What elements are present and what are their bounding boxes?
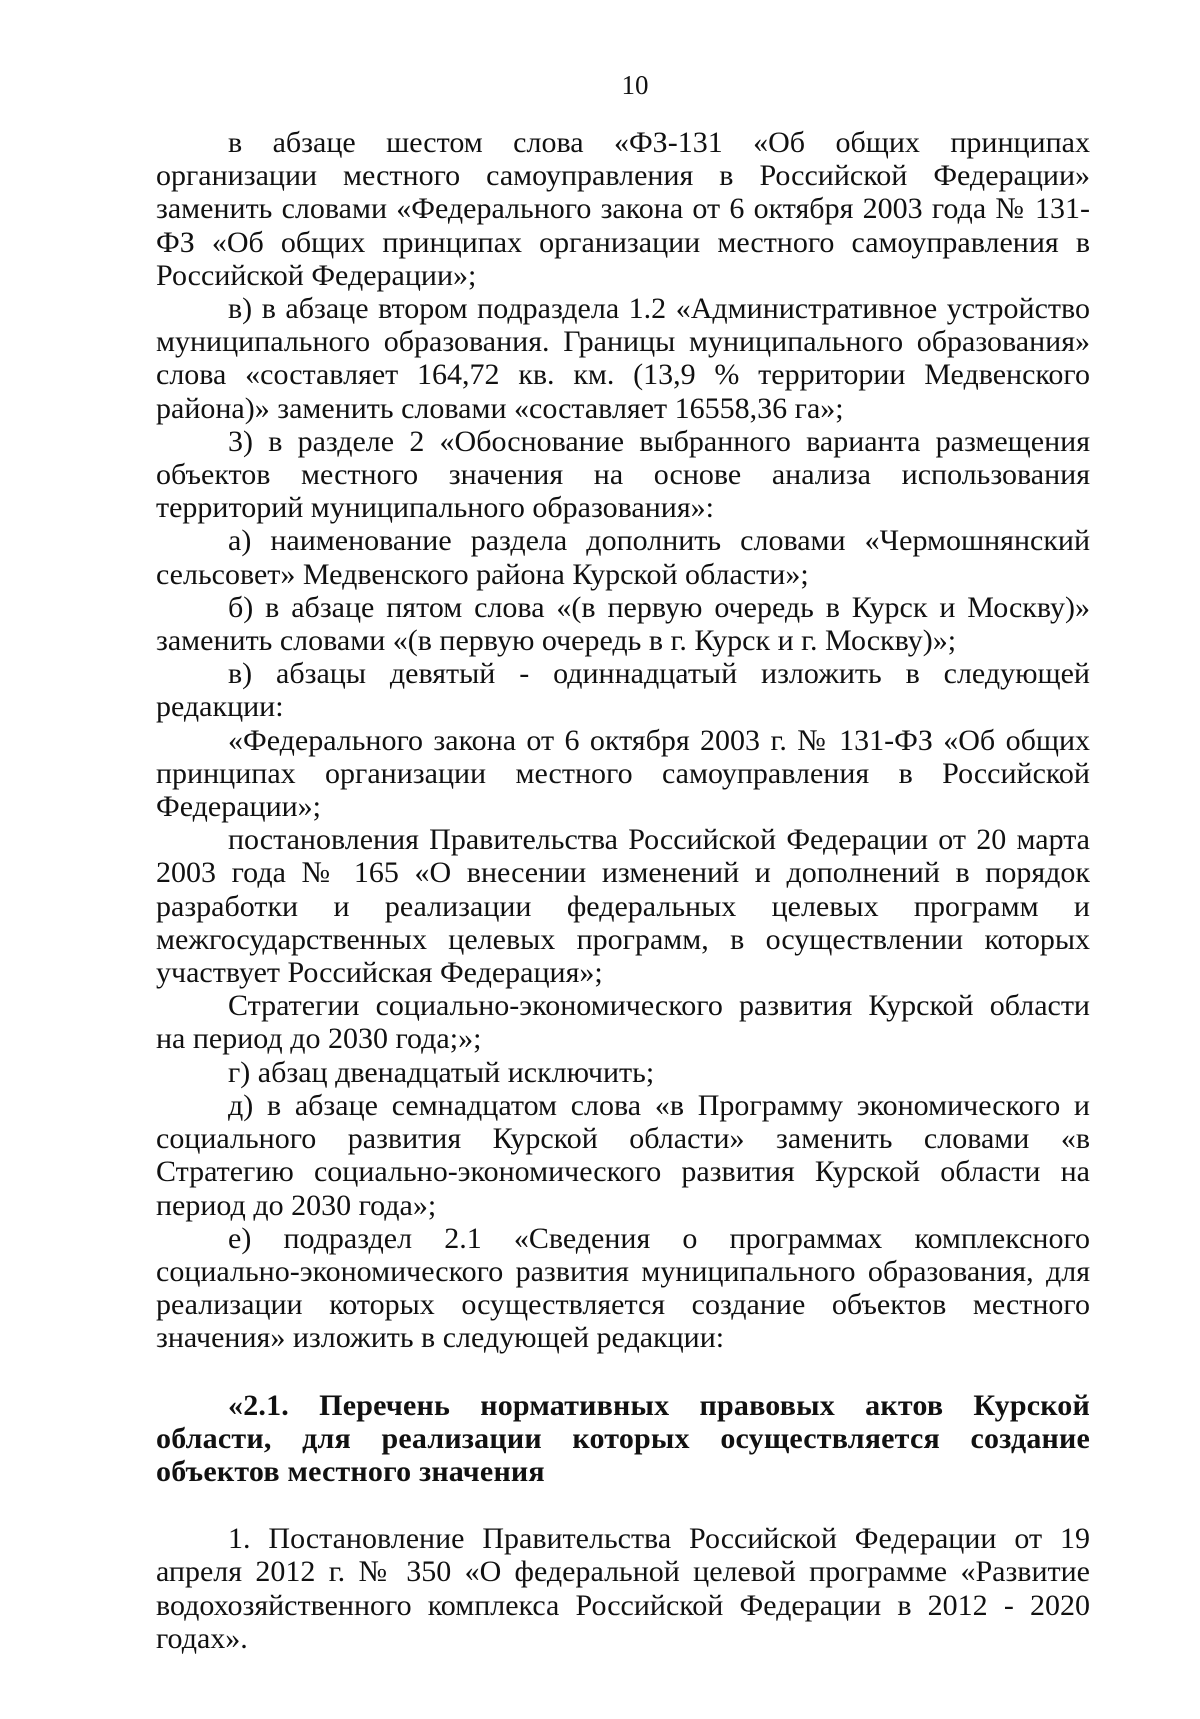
paragraph: г) абзац двенадцатый исключить; [228,1055,655,1089]
paragraph: «Федерального закона от 6 октября 2003 г. № 131-ФЗ «Об общих принципах организации местного самоуправления в Российской Федерации»; [156,723,1090,824]
paragraph: в абзаце шестом слова «ФЗ-131 «Об общих принципах организации местного самоуправления в Российской Федерации» заменить словами «Федерального закона от 6 октября 2003 года № 131-ФЗ «Об общих принципах организации местного самоуправления в Российской Федерации»; [156,126,1090,292]
paragraph: 1. Постановление Правительства Российской Федерации от 19 апреля 2012 г. № 350 «О федеральной целевой программе «Развитие водохозяйственного комплекса Российской Федерации в 2012 - 2020 годах». [156,1522,1090,1655]
paragraph: д) в абзаце семнадцатом слова «в Программу экономического и социального развития Курской области» заменить словами «в Стратегию социально-экономического развития Курской области на период до 2030 года»; [156,1088,1090,1222]
paragraph: б) в абзаце пятом слова «(в первую очередь в Курск и Москву)» заменить словами «(в первую очередь в г. Курск и г. Москву)»; [156,590,1090,658]
paragraph: в) в абзаце втором подраздела 1.2 «Административное устройство муниципального образования. Границы муниципального образования» слова «составляет 164,72 кв. км. (13,9 % территории Медвенского района)» заменить словами «составляет 16558,36 га»; [156,292,1090,425]
paragraph: в) абзацы девятый - одиннадцатый изложить в следующей редакции: [156,657,1090,724]
paragraph: 3) в разделе 2 «Обоснование выбранного варианта размещения объектов местного значения на основе анализа использования территорий муниципального образования»: [156,424,1090,525]
paragraph: е) подраздел 2.1 «Сведения о программах комплексного социально-экономического развития муниципального образования, для реализации которых осуществляется создание объектов местного значения» изложить в следующей редакции: [156,1221,1090,1355]
paragraph: Стратегии социально-экономического развития Курской области на период до 2030 года;»; [156,989,1090,1056]
paragraph: а) наименование раздела дополнить словами «Чермошнянский сельсовет» Медвенского района Курской области»; [156,524,1090,591]
section-heading: «2.1. Перечень нормативных правовых актов Курской области, для реализации которых осуществляется создание объектов местного значения [156,1388,1090,1488]
page-number: 10 [621,70,649,100]
paragraph: постановления Правительства Российской Федерации от 20 марта 2003 года № 165 «О внесении изменений и дополнений в порядок разработки и реализации федеральных целевых программ и межгосударственных целевых программ, в осуществлении которых участвует Российская Федерация»; [156,823,1090,990]
document-body [156,126,1090,1655]
